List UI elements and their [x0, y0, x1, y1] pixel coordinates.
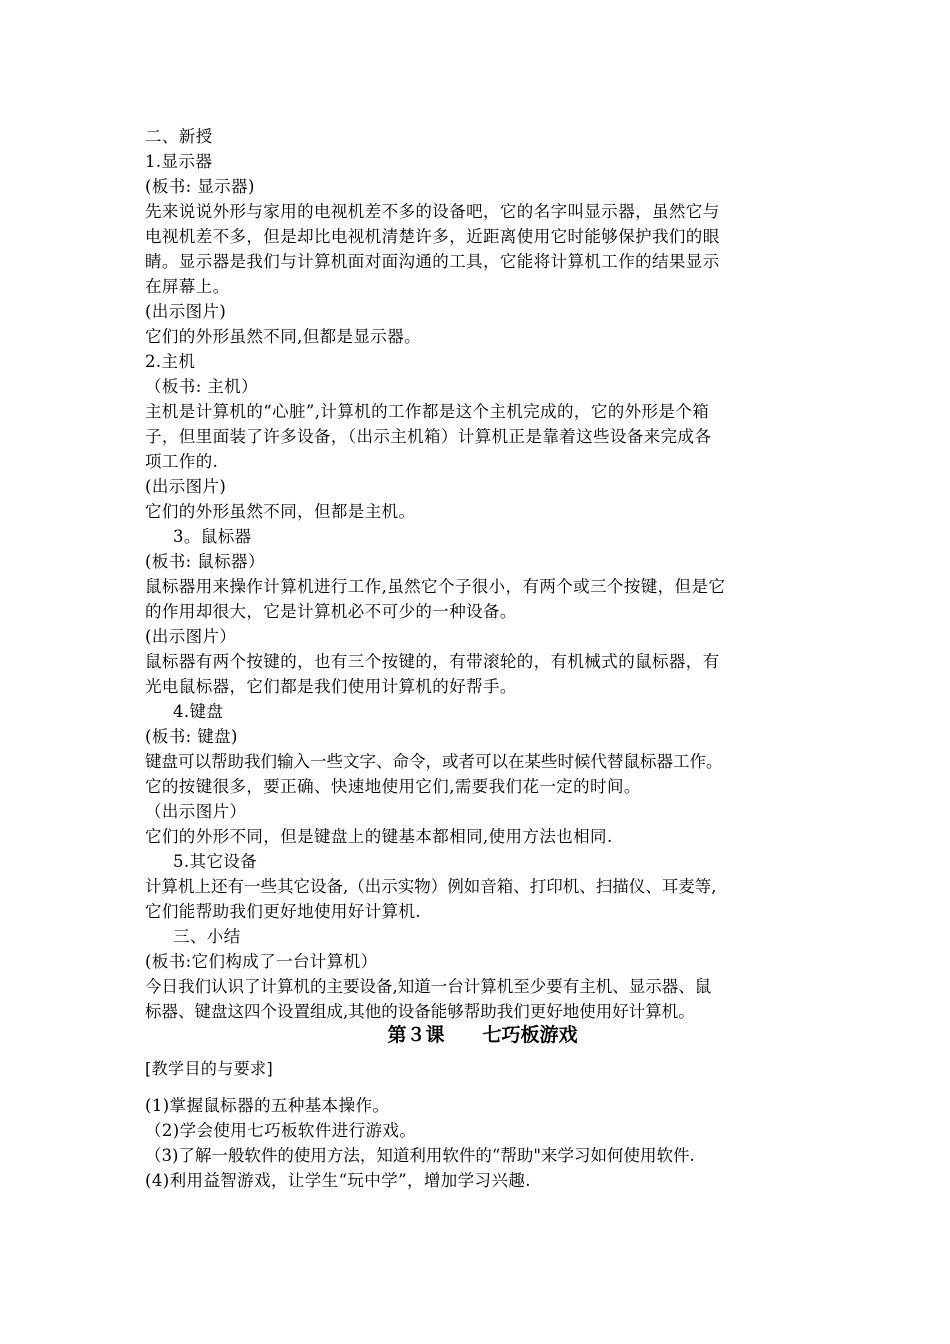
paragraph-line: 的作用却很大，它是计算机必不可少的一种设备。: [145, 602, 517, 621]
paragraph-line: 主机是计算机的“心脏”,计算机的工作都是这个主机完成的，它的外形是个箱: [145, 402, 710, 421]
objective-item: （3)了解一般软件的使用方法，知道利用软件的“帮助"来学习如何使用软件.: [145, 1146, 695, 1165]
paragraph-line: 在屏幕上。: [145, 277, 230, 296]
item-heading-monitor: 1.显示器: [145, 152, 213, 171]
board-note: (板书:它们构成了一台计算机）: [145, 952, 378, 971]
show-picture-note: （出示图片）: [145, 802, 247, 821]
paragraph-line: 键盘可以帮助我们输入一些文字、命令，或者可以在某些时候代替鼠标器工作。: [145, 752, 723, 771]
paragraph-line: 今日我们认识了计算机的主要设备,知道一台计算机至少要有主机、显示器、鼠: [145, 977, 712, 996]
board-note: (板书: 键盘): [145, 727, 238, 746]
paragraph-line: 它的按键很多，要正确、快速地使用它们,需要我们花一定的时间。: [145, 777, 641, 796]
paragraph-line: 光电鼠标器，它们都是我们使用计算机的好帮手。: [145, 677, 517, 696]
item-heading-other-devices: 5.其它设备: [173, 852, 258, 871]
section-heading-new-lesson: 二、新授: [145, 127, 213, 146]
board-note: (板书: 鼠标器）: [145, 552, 265, 571]
paragraph-line: 子，但里面装了许多设备，（出示主机箱）计算机正是靠着这些设备来完成各: [145, 427, 712, 446]
paragraph-line: 标器、键盘这四个设置组成,其他的设备能够帮助我们更好地使用好计算机。: [145, 1002, 695, 1021]
paragraph-line: 它们的外形不同，但是键盘上的键基本都相同,使用方法也相同.: [145, 827, 613, 846]
item-heading-host: 2.主机: [145, 352, 196, 371]
paragraph-line: 项工作的.: [145, 452, 219, 471]
paragraph-line: 它们的外形虽然不同,但都是显示器。: [145, 327, 422, 346]
paragraph-line: 电视机差不多，但是却比电视机清楚许多，近距离使用它时能够保护我们的眼: [145, 227, 720, 246]
objective-item: （2)学会使用七巧板软件进行游戏。: [145, 1121, 417, 1140]
objective-item: (4)利用益智游戏，让学生“玩中学”，增加学习兴趣.: [145, 1171, 531, 1190]
board-note: （板书: 主机）: [145, 377, 259, 396]
paragraph-line: 鼠标器用来操作计算机进行工作,虽然它个子很小，有两个或三个按键，但是它: [145, 577, 726, 596]
paragraph-line: 它们的外形虽然不同，但都是主机。: [145, 502, 416, 521]
objectives-heading: [教学目的与要求]: [145, 1059, 274, 1078]
section-heading-summary: 三、小结: [173, 927, 241, 946]
paragraph-line: 睛。显示器是我们与计算机面对面沟通的工具，它能将计算机工作的结果显示: [145, 252, 720, 271]
show-picture-note: (出示图片): [145, 477, 227, 496]
paragraph-line: 鼠标器有两个按键的，也有三个按键的，有带滚轮的，有机械式的鼠标器，有: [145, 652, 720, 671]
paragraph-line: 计算机上还有一些其它设备,（出示实物）例如音箱、打印机、扫描仪、耳麦等,: [145, 877, 717, 896]
lesson-title: 第３课 七巧板游戏: [387, 1024, 578, 1046]
paragraph-line: 先来说说外形与家用的电视机差不多的设备吧，它的名字叫显示器，虽然它与: [145, 202, 720, 221]
item-heading-keyboard: 4.键盘: [173, 702, 224, 721]
item-heading-mouse: 3。鼠标器: [173, 527, 252, 546]
objective-item: (1)掌握鼠标器的五种基本操作。: [145, 1096, 390, 1115]
board-note: (板书: 显示器): [145, 177, 255, 196]
paragraph-line: 它们能帮助我们更好地使用好计算机.: [145, 902, 422, 921]
show-picture-note: (出示图片): [145, 302, 227, 321]
show-picture-note: (出示图片）: [145, 627, 237, 646]
